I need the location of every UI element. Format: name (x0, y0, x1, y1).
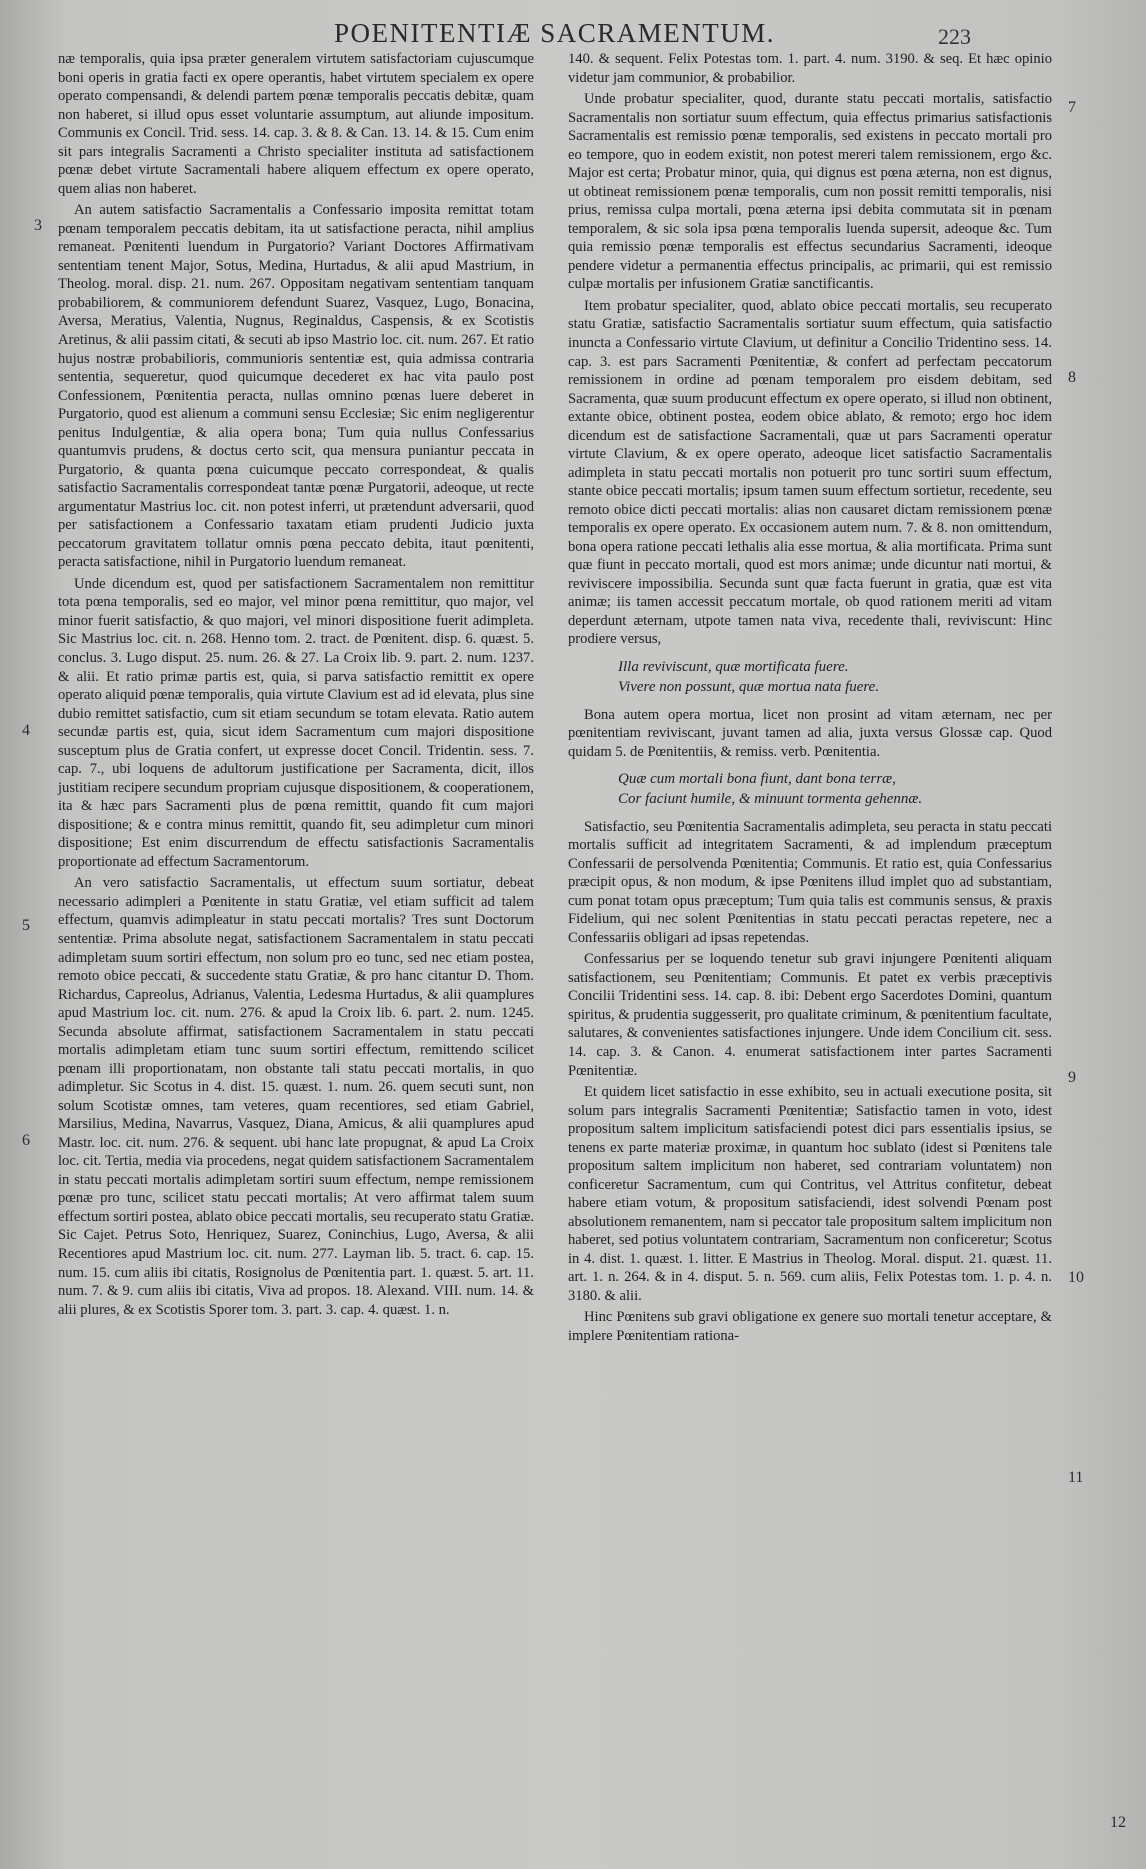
paragraph-number-3: 3 (34, 217, 42, 234)
verse-block-2 (618, 769, 1052, 810)
right-paragraph-2: Item probatur specialiter, quod, ablato obice peccati mortalis, seu recuperato statu Gratiæ, satisfactio Sacramentalis sortiatur suum effectum, quia satisfactio inuncta a Confessario virtute Clavium, ut definitur a Concilio Tridentino sess. 14. cap. 3. est pars Sacramenti Pœnitentiæ, & confert ad perfectam peccatorum remissionem in ordine ad pœnam temporalem pro eisdem debitam, sed Sacramenta, quæ suum producunt effectum ex opere operato, si illud non obtinent, extante obice, obtinent postea, eodem obice ablato, & remoto; ergo hoc idem dicendum est de satisfactione Sacramentali, quæ ut pars Sacramenti operatur virtute Clavium, & ex opere operato, adeoque licet satisfactio Sacramentalis adimpleta in statu peccati mortalis non potuerit pro tunc sortiri suum effectum, stante obice peccati mortalis; ipsum tamen suum effectum sortietur, recedente, seu remoto obice dicti peccati mortalis: alias non causaret dictam remissionem pœnæ temporalis ex opere operato. Ex occasionem autem num. 7. & 8. non omittendum, bona opera ratione peccati lethalis alia esse mortua, & alia mortificata. Prima sunt quæ fiunt in peccato mortali, quod est mors animæ; unde dicuntur nati mortui, & reviviscere impossibilia. Secunda sunt quæ facta fuerunt in gratia, quæ est vita animæ; iis tamen accessit peccatum mortale, ob quod rationem meriti ad vitam deperdunt æternam, utpote tamen nata viva, recedente thali, reviviscunt: Hinc prodiere versus, (568, 297, 1052, 648)
right-paragraph-0: 140. & sequent. Felix Potestas tom. 1. part. 4. num. 3190. & seq. Et hæc opinio videtur jam communior, & probabilior. (568, 51, 1052, 86)
verse-line: Vivere non possunt, quæ mortua nata fuere. (618, 679, 880, 696)
right-paragraph-4: Satisfactio, seu Pœnitentia Sacramentalis adimpleta, seu peracta in statu peccati mortalis sufficit ad integritatem Sacramenti, & ad implendum præceptum Confessarii de persolvenda Pœnitentia; Communis. Et ratio est, quia Confessarius præcipit opus, & non modum, & ipse Pœnitens illud implet quo ad substantiam, cum ponat totam opus præceptum; Tum quia talis est communis sensus, & praxis Fidelium, qui nec solent Pœnitentias in statu peccati peractas repetere, nec a Confessariis obligari ad ipsas repetendas. (568, 818, 1052, 946)
verse-block-1 (618, 657, 1052, 698)
verse-line: Cor faciunt humile, & minuunt tormenta gehennæ. (618, 791, 923, 808)
paragraph-number-6: 6 (22, 1132, 30, 1149)
right-paragraph-5: Confessarius per se loquendo tenetur sub gravi injungere Pœnitenti aliquam satisfactionem, seu Pœnitentiam; Communis. Et patet ex verbis præceptivis Concilii Tridentini sess. 14. cap. 8. ibi: Debent ergo Sacerdotes Domini, quantum spiritus, & prudentia suggesserit, pro qualitate criminum, & pœnitentium facultate, salutares, & convenientes satisfactiones injungere. Unde idem Concilium cit. sess. 14. cap. 3. & Canon. 4. enumerat satisfactionem inter partes Sacramenti Pœnitentiæ. (568, 951, 1052, 1079)
page-header (320, 14, 1080, 48)
right-paragraph-3: Bona autem opera mortua, licet non prosint ad vitam æternam, nec per pœnitentiam reviviscant, juvant tamen ad alia, juxta versus Glossæ cap. Quod quidam 5. de Pœnitentiis, & remiss. verb. Pœnitentia. (568, 706, 1052, 760)
paragraph-number-8: 8 (1068, 369, 1076, 386)
paragraph-number-4: 4 (22, 722, 30, 739)
left-column (58, 50, 534, 1322)
verse-line: Illa reviviscunt, quæ mortificata fuere. (618, 659, 849, 675)
paragraph-number-5: 5 (22, 917, 30, 934)
left-paragraph-2: An autem satisfactio Sacramentalis a Confessario imposita remittat totam pœnam temporalem peccatis debitam, ita ut satisfactione peracta, nihil amplius remaneat. Pœnitenti luendum in Purgatorio? Variant Doctores Affirmativam sententiam tenent Major, Sotus, Medina, Hurtadus, & alii apud Mastrium, in Theolog. moral. disp. 21. num. 267. Oppositam negativam sententiam tanquam probabiliorem, & communiorem defendunt Suarez, Vasquez, Lugo, Bonacina, Aversa, Meratius, Valentia, Nugnus, Reginaldus, Caspensis, & ex Scotistis Aretinus, & alii passim citati, & secuti ab ipso Mastrio loc. cit. num. 267. Et ratio hujus nostræ probabilioris, communioris sententiæ est, quia admissa contraria sententia, sequeretur, quod quicumque decederet ex hac vita paulo post Confessionem, Pœnitentia peracta, nullas omnino pœnas luere deberet in Purgatorio, quod est alienum a communi sensu Ecclesiæ; Sic enim negligerentur penitus Indulgentiæ, & alia opera bona; Tum quia nullus Confessarius quantumvis prudens, & doctus certo scit, qua mensura puniantur peccata in Purgatorio, & quanta pœna cuicumque peccato correspondeat, & qualis satisfactio Sacramentalis correspondeat tantæ pœnæ Purgatorii, adeoque, ut recte argumentatur Mastrius loc. cit. non potest inferri, ut prætendunt adversarii, quod per satisfactionem a Confessario taxatam etiam prudenti Judicio juxta peccatorum gravitatem tollatur omnis pœna peccato debita, itaut pœnitenti, peracta satisfactione, nihil in Purgatorio luendum remaneat. (58, 202, 534, 571)
verse-line: Quæ cum mortali bona fiunt, dant bona terræ, (618, 771, 896, 788)
left-paragraph-4: An vero satisfactio Sacramentalis, ut effectum suum sortiatur, debeat necessario adimpleri a Pœnitente in statu Gratiæ, vel etiam sufficit ad talem effectum, quamvis adimpleatur in statu peccati mortalis? Tres sunt Doctorum sententiæ. Prima absolute negat, satisfactionem Sacramentalem in statu peccati adimpletam suum sortiri effectum, non solum pro eo tunc, sed nec etiam postea, remoto obice peccati, & succedente statu Gratiæ, & pro hanc citantur D. Thom. Richardus, Capreolus, Adrianus, Valentia, Ledesma Hurtadus, & alii quamplures apud Mastrium loc. cit. num. 276. & apud la Croix lib. 6. part. 2. num. 1245. Secunda absolute affirmat, satisfactionem Sacramentalem in statu peccati mortalis adimpletam etiam tunc suum sortiri effectum, remittendo scilicet pœnam illi proportionatam, non obstante tali statu peccati mortalis, in quo adimpletur. Sic Scotus in 4. dist. 15. quæst. 1. num. 26. quem secuti sunt, non solum Scotistæ omnes, tam veteres, quam recentiores, sed etiam Gabriel, Marsilius, Medina, Navarrus, Vasquez, Diana, Amicus, & alii quamplures apud Mastr. loc. cit. num. 276. & sequent. ubi hanc late propugnat, & apud La Croix loc. cit. Tertia, media via procedens, negat quidem satisfactionem Sacramentalem in statu peccati mortalis adimpletam sortiri suum effectum, nempe remissionem pœnæ pro tunc, scilicet statu peccati mortalis; At vero affirmat talem suum effectum sortiri postea, ablato obice peccati mortalis, seu recuperato statu Gratiæ. Sic Cajet. Petrus Soto, Henriquez, Suarez, Coninchius, Lugo, Aversa, & alii Recentiores apud Mastrium loc. cit. num. 277. Layman lib. 5. tract. 6. cap. 15. num. 15. cum aliis ibi citatis, Rosignolus de Pœnitentia part. 1. quæst. 5. art. 11. num. 7. & 9. cum aliis ibi citatis, Viva ad propos. 18. Alexand. VIII. num. 14. & alii plures, & ex Scotistis Sporer tom. 3. part. 3. cap. 4. quæst. 1. n. (58, 875, 534, 1318)
paragraph-number-9: 9 (1068, 1069, 1076, 1086)
paragraph-number-7: 7 (1068, 99, 1076, 116)
page-number: 223 (938, 24, 971, 49)
paragraph-number-10: 10 (1068, 1269, 1084, 1286)
paragraph-number-11: 11 (1068, 1469, 1084, 1486)
left-paragraph-3: Unde dicendum est, quod per satisfactionem Sacramentalem non remittitur tota pœna temporalis, sed eo major, vel minor pœna remittitur, quo major, vel minor fuerit satisfactio, & quo majori, vel minori dispositione fuerit adimpleta. Sic Mastrius loc. cit. n. 268. Henno tom. 2. tract. de Pœnitent. disp. 6. quæst. 5. conclus. 3. Lugo disput. 25. num. 26. & 27. La Croix lib. 9. part. 2. num. 1237. & alii. Et ratio primæ partis est, quia, si parva satisfactio remittit ex opere operato aliquid pœnæ temporalis, quia virtute Clavium est ad id elevata, plus sine dubio remittet satisfactio, cum sit etiam secundum se totam elevata. Ratio autem secundæ partis est, quia, sicut idem Sacramentum cum majori dispositione susceptum plus de Gratia confert, ut expresse docet Concil. Tridentin. sess. 7. cap. 7., ubi loquens de adultorum justificatione per Sacramenta, dicit, illos justitiam recipere secundum propriam cujusque dispositionem, & cooperationem, ita & hæc pars Sacramenti plus de pœna remittit, quando fit cum majori dispositione; & e contra minus remittit, quando fit, seu adimpletur cum minori dispositione; Est enim discurrendum de effectu satisfactionis Sacramentalis proportionate ad effectum Sacramentorum. (58, 575, 534, 870)
left-paragraph-1: næ temporalis, quia ipsa præter generalem virtutem satisfactoriam cujuscumque boni operis in gratia facti ex opere operantis, habet virtutem specialem ex opere operato compensandi, & delendi partem pœnæ temporalis peccatis debitæ, quam non haberet, si illud opus esset voluntarie assumptum, aut aliunde impositum. Communis ex Concil. Trid. sess. 14. cap. 3. & 8. & Can. 13. 14. & 15. Cum enim sit pars integralis Sacramenti a Christo specialiter instituta ad satisfactionem pœnæ debet virtute Sacramentali habere aliquem effectum ex opere operato, quem alias non haberet. (58, 51, 534, 197)
paragraph-number-12: 12 (1110, 1814, 1126, 1831)
right-column (568, 50, 1052, 1348)
right-paragraph-1: Unde probatur specialiter, quod, durante statu peccati mortalis, satisfactio Sacramentalis non sortiatur suum effectum, quia effectus primarius satisfactionis Sacramentalis est remissio pœnæ temporalis, sed existens in peccato mortali pro eo tempore, quo in eodem existit, non potest mereri talem remissionem, ergo &c. Major est certa; Probatur minor, quia, qui dignus est pœna æterna, non est dignus, ut obtineat remissionem pœnæ temporalis, cum non possit remitti temporalis, nisi prius, remissa culpa mortali, pœna æterna ipsi debita commutata sit in pœnam temporalem, & sic sola ipsa pœna temporalis luenda supersit, adeoque &c. Tum quia remissio pœnæ temporalis est effectus secundarius Sacramenti, ideoque pendere videtur a permanentia effectus principalis, ac primarii, qui est remissio culpæ mortalis per infusionem Gratiæ sanctificantis. (568, 91, 1052, 293)
running-title: POENITENTIÆ SACRAMENTUM. (334, 18, 775, 48)
right-paragraph-6: Et quidem licet satisfactio in esse exhibito, seu in actuali executione posita, sit solum pars integralis Sacramenti Pœnitentiæ; Satisfactio tamen in voto, idest propositum saltem implicitum satisfaciendi potest dici pars essentialis ipsius, se tenens ex parte materiæ proximæ, in quantum hoc sublato (idest si Pœnitens tale propositum saltem implicitum non haberet, sed contrariam voluntatem) non conficeretur Sacramentum, cum qui Contritus, vel Attritus confitetur, debeat habere etiam votum, & propositum satisfaciendi, idest solvendi Pœnam post absolutionem remanentem, nam si peccator tale propositum saltem implicitum non haberet, sed potius voluntatem contrariam, Sacramentum non conficeretur; Scotus in 4. dist. 1. quæst. 1. litter. E Mastrius in Theolog. Moral. disput. 21. quæst. 11. art. 1. n. 264. & in 4. disput. 5. n. 569. cum aliis, Felix Potestas tom. 1. p. 4. n. 3180. & alii. (568, 1084, 1052, 1304)
right-paragraph-7: Hinc Pœnitens sub gravi obligatione ex genere suo mortali tenetur acceptare, & implere Pœnitentiam rationa- (568, 1309, 1052, 1344)
